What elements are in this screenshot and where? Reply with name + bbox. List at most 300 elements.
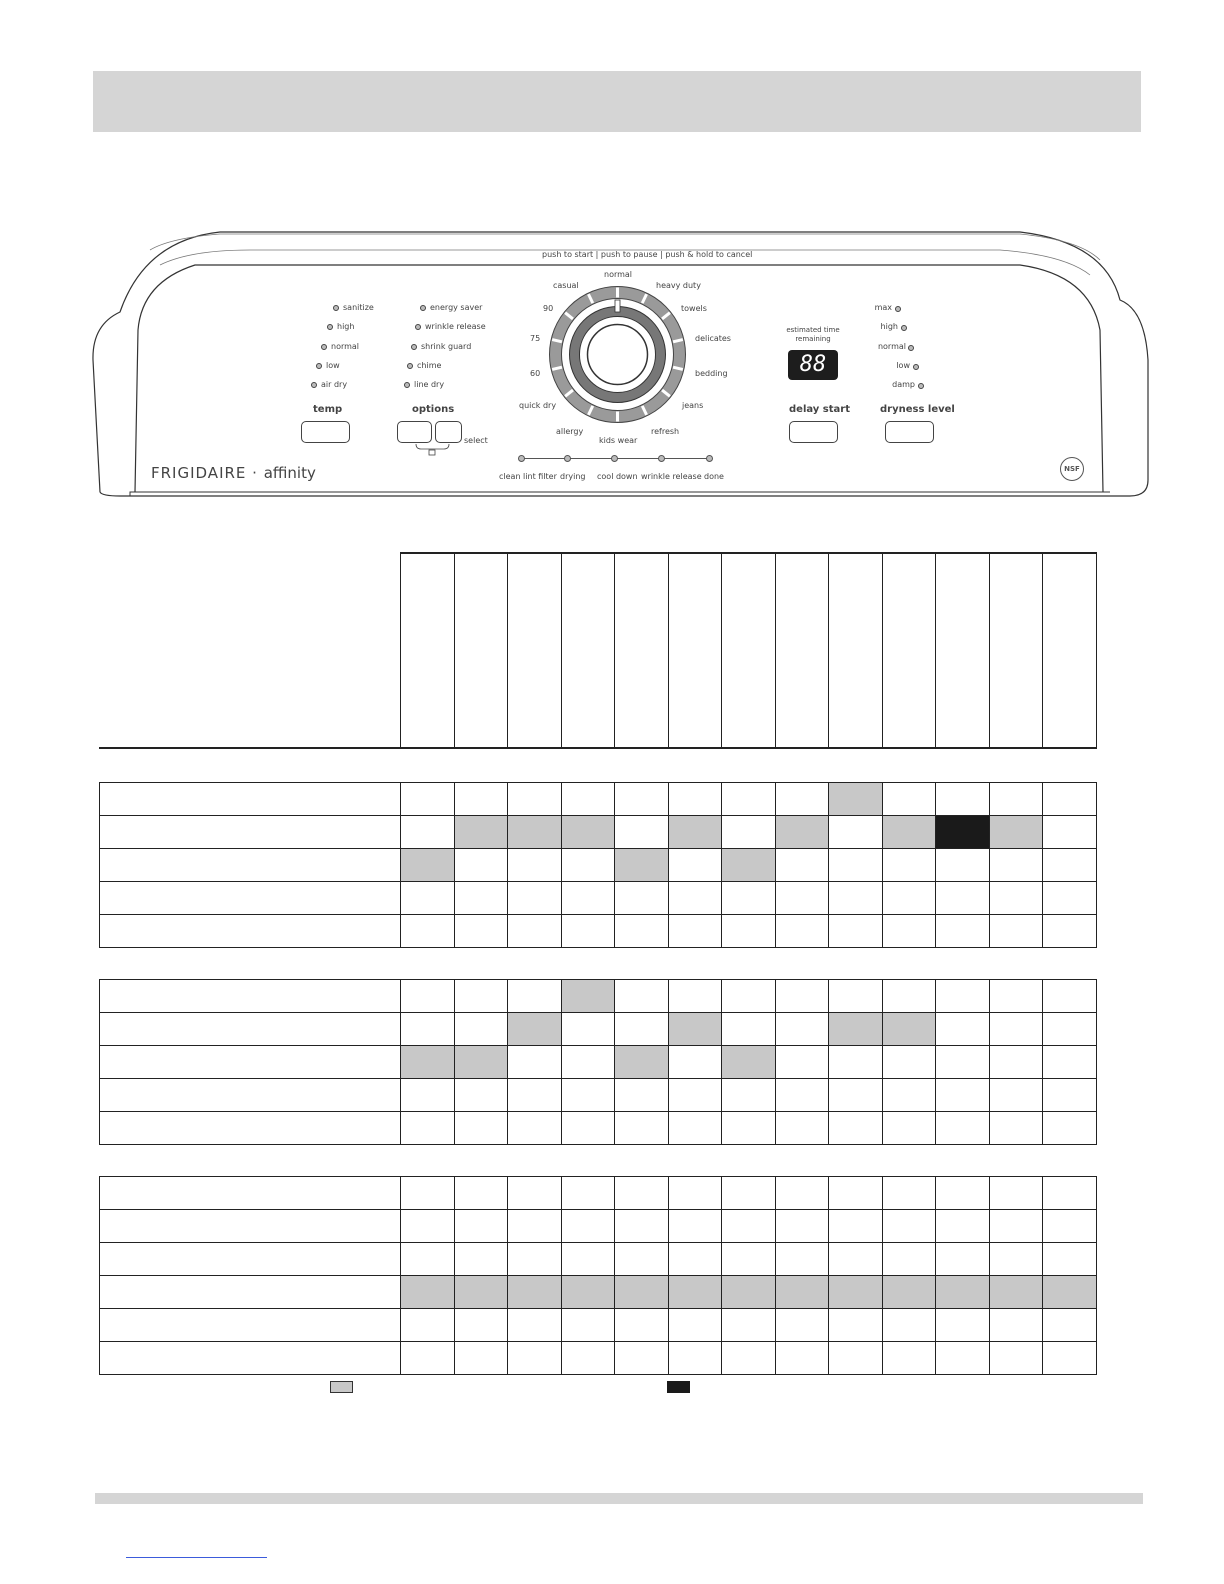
legend-gray-swatch	[330, 1381, 353, 1393]
header-column-divider	[1096, 552, 1097, 748]
table-cell	[561, 1111, 616, 1145]
table-cell	[721, 979, 776, 1013]
table-cell	[400, 848, 455, 882]
table-row-label	[99, 1209, 401, 1243]
table-cell	[721, 1275, 776, 1309]
table-cell	[668, 881, 723, 915]
table-cell	[454, 1111, 509, 1145]
table-cell	[668, 1209, 723, 1243]
header-column-divider	[935, 552, 936, 748]
table-cell	[935, 914, 990, 948]
dryness-high-led-icon	[901, 325, 907, 331]
temp-high: high	[337, 322, 355, 331]
table-cell	[507, 1045, 562, 1079]
table-cell	[775, 881, 830, 915]
table-cell	[400, 1308, 455, 1342]
table-cell	[882, 1012, 937, 1046]
table-cell	[935, 1275, 990, 1309]
progress-dot-cool-down	[611, 455, 618, 462]
table-cell	[454, 1176, 509, 1210]
table-cell	[1042, 1341, 1097, 1375]
table-row-label	[99, 848, 401, 882]
table-cell	[561, 815, 616, 849]
brand-logo: FRIGIDAIRE · affinity	[151, 464, 316, 482]
table-cell	[614, 815, 669, 849]
table-cell	[775, 1242, 830, 1276]
table-cell	[561, 1045, 616, 1079]
table-cell	[400, 1209, 455, 1243]
cycle-jeans[interactable]: jeans	[682, 401, 704, 410]
cycle-75[interactable]: 75	[530, 334, 541, 343]
table-row-label	[99, 1078, 401, 1112]
table-cell	[400, 815, 455, 849]
table-cell	[721, 848, 776, 882]
table-cell	[882, 1111, 937, 1145]
table-cell	[721, 1242, 776, 1276]
table-cell	[721, 1209, 776, 1243]
table-cell	[989, 1078, 1044, 1112]
table-cell	[882, 1242, 937, 1276]
table-cell	[507, 848, 562, 882]
table-cell	[561, 1341, 616, 1375]
options-select-button[interactable]	[435, 421, 462, 443]
table-cell	[935, 782, 990, 816]
table-cell	[561, 1242, 616, 1276]
dryness-low-led-icon	[913, 364, 919, 370]
dryness-level-button[interactable]	[885, 421, 934, 443]
table-cell	[935, 881, 990, 915]
table-cell	[721, 914, 776, 948]
table-cell	[454, 848, 509, 882]
header-band	[93, 71, 1141, 132]
table-cell	[882, 848, 937, 882]
table-cell	[828, 1308, 883, 1342]
table-row-label	[99, 1111, 401, 1145]
table-cell	[1042, 1078, 1097, 1112]
table-cell	[989, 815, 1044, 849]
table-cell	[614, 1341, 669, 1375]
footer-link-underline[interactable]	[126, 1557, 267, 1558]
option-line-dry-led-icon	[404, 382, 410, 388]
table-cell	[400, 1111, 455, 1145]
option-wrinkle-release: wrinkle release	[425, 322, 486, 331]
table-cell	[721, 782, 776, 816]
table-cell	[721, 1012, 776, 1046]
table-cell	[775, 1308, 830, 1342]
table-cell	[668, 1341, 723, 1375]
table-cell	[721, 1111, 776, 1145]
header-column-divider	[721, 552, 722, 748]
table-cell	[775, 1012, 830, 1046]
table-cell	[668, 1045, 723, 1079]
table-cell	[882, 1078, 937, 1112]
progress-dot-drying	[564, 455, 571, 462]
table-cell	[775, 1078, 830, 1112]
table-cell	[507, 1012, 562, 1046]
table-cell	[561, 914, 616, 948]
table-cell	[507, 782, 562, 816]
cycle-kids-wear[interactable]: kids wear	[599, 436, 638, 445]
table-cell	[989, 1209, 1044, 1243]
table-cell	[507, 979, 562, 1013]
table-cell	[828, 1242, 883, 1276]
header-column-divider	[775, 552, 776, 748]
options-button[interactable]	[397, 421, 432, 443]
temp-sanitize: sanitize	[343, 303, 374, 312]
table-cell	[882, 881, 937, 915]
table-row-label	[99, 914, 401, 948]
table-cell	[721, 1341, 776, 1375]
table-cell	[614, 1242, 669, 1276]
table-cell	[989, 1308, 1044, 1342]
header-column-divider	[1042, 552, 1043, 748]
footer-band	[95, 1493, 1143, 1504]
table-cell	[935, 979, 990, 1013]
table-row-label	[99, 782, 401, 816]
table-cell	[721, 815, 776, 849]
table-cell	[1042, 848, 1097, 882]
table-row-label	[99, 1045, 401, 1079]
table-cell	[935, 848, 990, 882]
table-cell	[614, 1045, 669, 1079]
table-cell	[775, 1176, 830, 1210]
table-cell	[935, 1209, 990, 1243]
dryness-damp-led-icon	[918, 383, 924, 389]
table-cell	[400, 914, 455, 948]
table-cell	[454, 1078, 509, 1112]
table-row-label	[99, 1341, 401, 1375]
cycle-normal[interactable]: normal	[604, 270, 633, 279]
table-cell	[614, 914, 669, 948]
table-cell	[775, 979, 830, 1013]
header-column-divider	[882, 552, 883, 748]
table-cell	[668, 1242, 723, 1276]
cycle-90[interactable]: 90	[543, 304, 554, 313]
header-column-divider	[668, 552, 669, 748]
header-column-divider	[561, 552, 562, 748]
table-cell	[561, 782, 616, 816]
table-cell	[828, 815, 883, 849]
table-row-label	[99, 1275, 401, 1309]
header-column-divider	[454, 552, 455, 748]
table-cell	[1042, 782, 1097, 816]
table-cell	[507, 914, 562, 948]
table-cell	[454, 782, 509, 816]
table-cell	[1042, 1176, 1097, 1210]
table-cell	[668, 1176, 723, 1210]
table-cell	[668, 1275, 723, 1309]
temp-low: low	[326, 361, 340, 370]
dryness-low: low	[896, 361, 910, 370]
progress-cool-down: cool down	[597, 472, 638, 481]
table-cell	[614, 1012, 669, 1046]
table-cell	[935, 1242, 990, 1276]
table-cell	[668, 1012, 723, 1046]
table-cell	[400, 1045, 455, 1079]
table-cell	[935, 1176, 990, 1210]
dryness-max: max	[874, 303, 892, 312]
table-cell	[668, 979, 723, 1013]
table-cell	[828, 1111, 883, 1145]
table-cell	[614, 848, 669, 882]
cycle-quick-dry[interactable]: quick dry	[519, 401, 557, 410]
table-cell	[400, 979, 455, 1013]
table-cell	[668, 1308, 723, 1342]
table-cell	[561, 979, 616, 1013]
table-cell	[989, 1111, 1044, 1145]
table-cell	[721, 1308, 776, 1342]
temp-air-dry: air dry	[321, 380, 348, 389]
table-cell	[561, 1275, 616, 1309]
table-cell	[828, 914, 883, 948]
table-cell	[614, 1111, 669, 1145]
header-bottom-rule	[99, 747, 1097, 749]
option-shrink-guard-led-icon	[411, 344, 417, 350]
table-cell	[935, 1341, 990, 1375]
table-cell	[882, 815, 937, 849]
header-column-divider	[614, 552, 615, 748]
table-cell	[1042, 1242, 1097, 1276]
table-cell	[1042, 979, 1097, 1013]
table-cell	[775, 1341, 830, 1375]
table-cell	[989, 1012, 1044, 1046]
table-cell	[614, 1308, 669, 1342]
progress-dot-wrinkle-release	[658, 455, 665, 462]
header-column-divider	[828, 552, 829, 748]
table-cell	[828, 1176, 883, 1210]
table-cell	[668, 1111, 723, 1145]
progress-clean-lint-filter: clean lint filter	[499, 472, 557, 481]
table-cell	[989, 1275, 1044, 1309]
table-cell	[507, 1242, 562, 1276]
option-chime: chime	[417, 361, 442, 370]
control-panel	[90, 220, 1150, 510]
table-cell	[507, 1111, 562, 1145]
header-top-rule	[400, 552, 1097, 554]
table-cell	[989, 881, 1044, 915]
table-cell	[454, 815, 509, 849]
header-column-divider	[507, 552, 508, 748]
table-cell	[454, 1045, 509, 1079]
temp-high-led-icon	[327, 324, 333, 330]
table-cell	[668, 1078, 723, 1112]
table-cell	[614, 881, 669, 915]
table-cell	[1042, 881, 1097, 915]
cycle-allergy[interactable]: allergy	[556, 427, 584, 436]
table-cell	[828, 881, 883, 915]
table-cell	[507, 881, 562, 915]
table-cell	[828, 1341, 883, 1375]
table-cell	[989, 1242, 1044, 1276]
table-cell	[989, 1045, 1044, 1079]
table-cell	[507, 1078, 562, 1112]
table-cell	[828, 1275, 883, 1309]
table-cell	[668, 914, 723, 948]
table-row-label	[99, 881, 401, 915]
time-display: 88	[788, 350, 838, 380]
temp-low-led-icon	[316, 363, 322, 369]
table-cell	[882, 782, 937, 816]
table-cell	[828, 1045, 883, 1079]
table-cell	[721, 1045, 776, 1079]
temp-button[interactable]	[301, 421, 350, 443]
cycle-casual[interactable]: casual	[553, 281, 579, 290]
table-cell	[882, 1209, 937, 1243]
table-cell	[935, 1045, 990, 1079]
legend-black-swatch	[667, 1381, 690, 1393]
table-cell	[1042, 1012, 1097, 1046]
table-cell	[882, 979, 937, 1013]
table-cell	[507, 1308, 562, 1342]
table-row-label	[99, 815, 401, 849]
header-column-divider	[989, 552, 990, 748]
table-cell	[935, 1308, 990, 1342]
table-cell	[400, 1176, 455, 1210]
table-cell	[775, 782, 830, 816]
progress-done: done	[704, 472, 724, 481]
table-cell	[614, 1176, 669, 1210]
table-cell	[989, 979, 1044, 1013]
table-cell	[828, 1012, 883, 1046]
cycle-dial[interactable]	[545, 282, 690, 427]
dryness-max-led-icon	[895, 306, 901, 312]
cycle-towels[interactable]: towels	[681, 304, 707, 313]
table-cell	[561, 1176, 616, 1210]
delay-start-button[interactable]	[789, 421, 838, 443]
option-line-dry: line dry	[414, 380, 445, 389]
temp-label: temp	[313, 404, 343, 415]
table-cell	[454, 979, 509, 1013]
option-energy-saver-led-icon	[420, 305, 426, 311]
table-cell	[989, 1341, 1044, 1375]
cycle-delicates[interactable]: delicates	[695, 334, 731, 343]
progress-dot-clean-lint-filter	[518, 455, 525, 462]
table-cell	[935, 815, 990, 849]
table-cell	[721, 1176, 776, 1210]
dryness-high: high	[880, 322, 898, 331]
table-cell	[1042, 1275, 1097, 1309]
table-cell	[668, 782, 723, 816]
table-cell	[400, 1341, 455, 1375]
table-cell	[882, 914, 937, 948]
table-cell	[561, 1209, 616, 1243]
table-row-label	[99, 979, 401, 1013]
table-cell	[507, 1275, 562, 1309]
table-cell	[775, 1275, 830, 1309]
table-cell	[775, 1045, 830, 1079]
table-cell	[1042, 914, 1097, 948]
table-cell	[507, 815, 562, 849]
table-cell	[454, 914, 509, 948]
nsf-badge: NSF	[1060, 457, 1084, 481]
table-cell	[454, 881, 509, 915]
table-cell	[935, 1012, 990, 1046]
progress-dot-done	[706, 455, 713, 462]
table-cell	[507, 1176, 562, 1210]
table-row-label	[99, 1176, 401, 1210]
table-cell	[989, 1176, 1044, 1210]
option-shrink-guard: shrink guard	[421, 342, 472, 351]
table-cell	[614, 1209, 669, 1243]
table-cell	[828, 848, 883, 882]
table-cell	[614, 1275, 669, 1309]
table-cell	[1042, 1111, 1097, 1145]
table-cell	[1042, 1045, 1097, 1079]
table-cell	[400, 1078, 455, 1112]
table-cell	[882, 1308, 937, 1342]
table-cell	[400, 1242, 455, 1276]
table-cell	[507, 1209, 562, 1243]
table-cell	[775, 1209, 830, 1243]
table-cell	[614, 979, 669, 1013]
table-cell	[775, 815, 830, 849]
table-cell	[775, 914, 830, 948]
display-label: estimated time remaining	[786, 326, 840, 343]
table-cell	[989, 914, 1044, 948]
cycle-refresh[interactable]: refresh	[651, 427, 680, 436]
table-cell	[775, 1111, 830, 1145]
table-cell	[989, 782, 1044, 816]
table-cell	[668, 815, 723, 849]
header-column-divider	[400, 552, 401, 748]
table-cell	[775, 848, 830, 882]
table-cell	[721, 881, 776, 915]
table-cell	[454, 1209, 509, 1243]
temp-air-dry-led-icon	[311, 382, 317, 388]
table-cell	[828, 782, 883, 816]
table-row-label	[99, 1242, 401, 1276]
table-cell	[882, 1341, 937, 1375]
delay-start-label: delay start	[789, 404, 851, 415]
table-cell	[400, 881, 455, 915]
table-cell	[1042, 815, 1097, 849]
table-cell	[561, 848, 616, 882]
table-cell	[454, 1012, 509, 1046]
table-cell	[614, 1078, 669, 1112]
table-cell	[454, 1275, 509, 1309]
table-cell	[989, 848, 1044, 882]
option-chime-led-icon	[407, 363, 413, 369]
progress-drying: drying	[560, 472, 586, 481]
table-cell	[1042, 1308, 1097, 1342]
temp-normal-led-icon	[321, 344, 327, 350]
table-cell	[561, 881, 616, 915]
table-cell	[828, 979, 883, 1013]
option-wrinkle-release-led-icon	[415, 324, 421, 330]
dryness-level-label: dryness level	[880, 404, 955, 415]
lock-icon	[415, 443, 450, 457]
table-cell	[935, 1078, 990, 1112]
table-cell	[828, 1209, 883, 1243]
cycle-bedding[interactable]: bedding	[695, 369, 728, 378]
dryness-normal-led-icon	[908, 345, 914, 351]
table-cell	[507, 1341, 562, 1375]
temp-sanitize-led-icon	[333, 305, 339, 311]
select-label: select	[464, 436, 488, 445]
table-cell	[400, 782, 455, 816]
table-cell	[561, 1308, 616, 1342]
table-row-label	[99, 1308, 401, 1342]
dryness-normal: normal	[877, 342, 906, 351]
table-cell	[454, 1242, 509, 1276]
table-cell	[561, 1078, 616, 1112]
table-cell	[454, 1341, 509, 1375]
table-cell	[721, 1078, 776, 1112]
table-cell	[400, 1275, 455, 1309]
table-cell	[935, 1111, 990, 1145]
cycle-heavy-duty[interactable]: heavy duty	[656, 281, 701, 290]
cycle-60[interactable]: 60	[530, 369, 541, 378]
